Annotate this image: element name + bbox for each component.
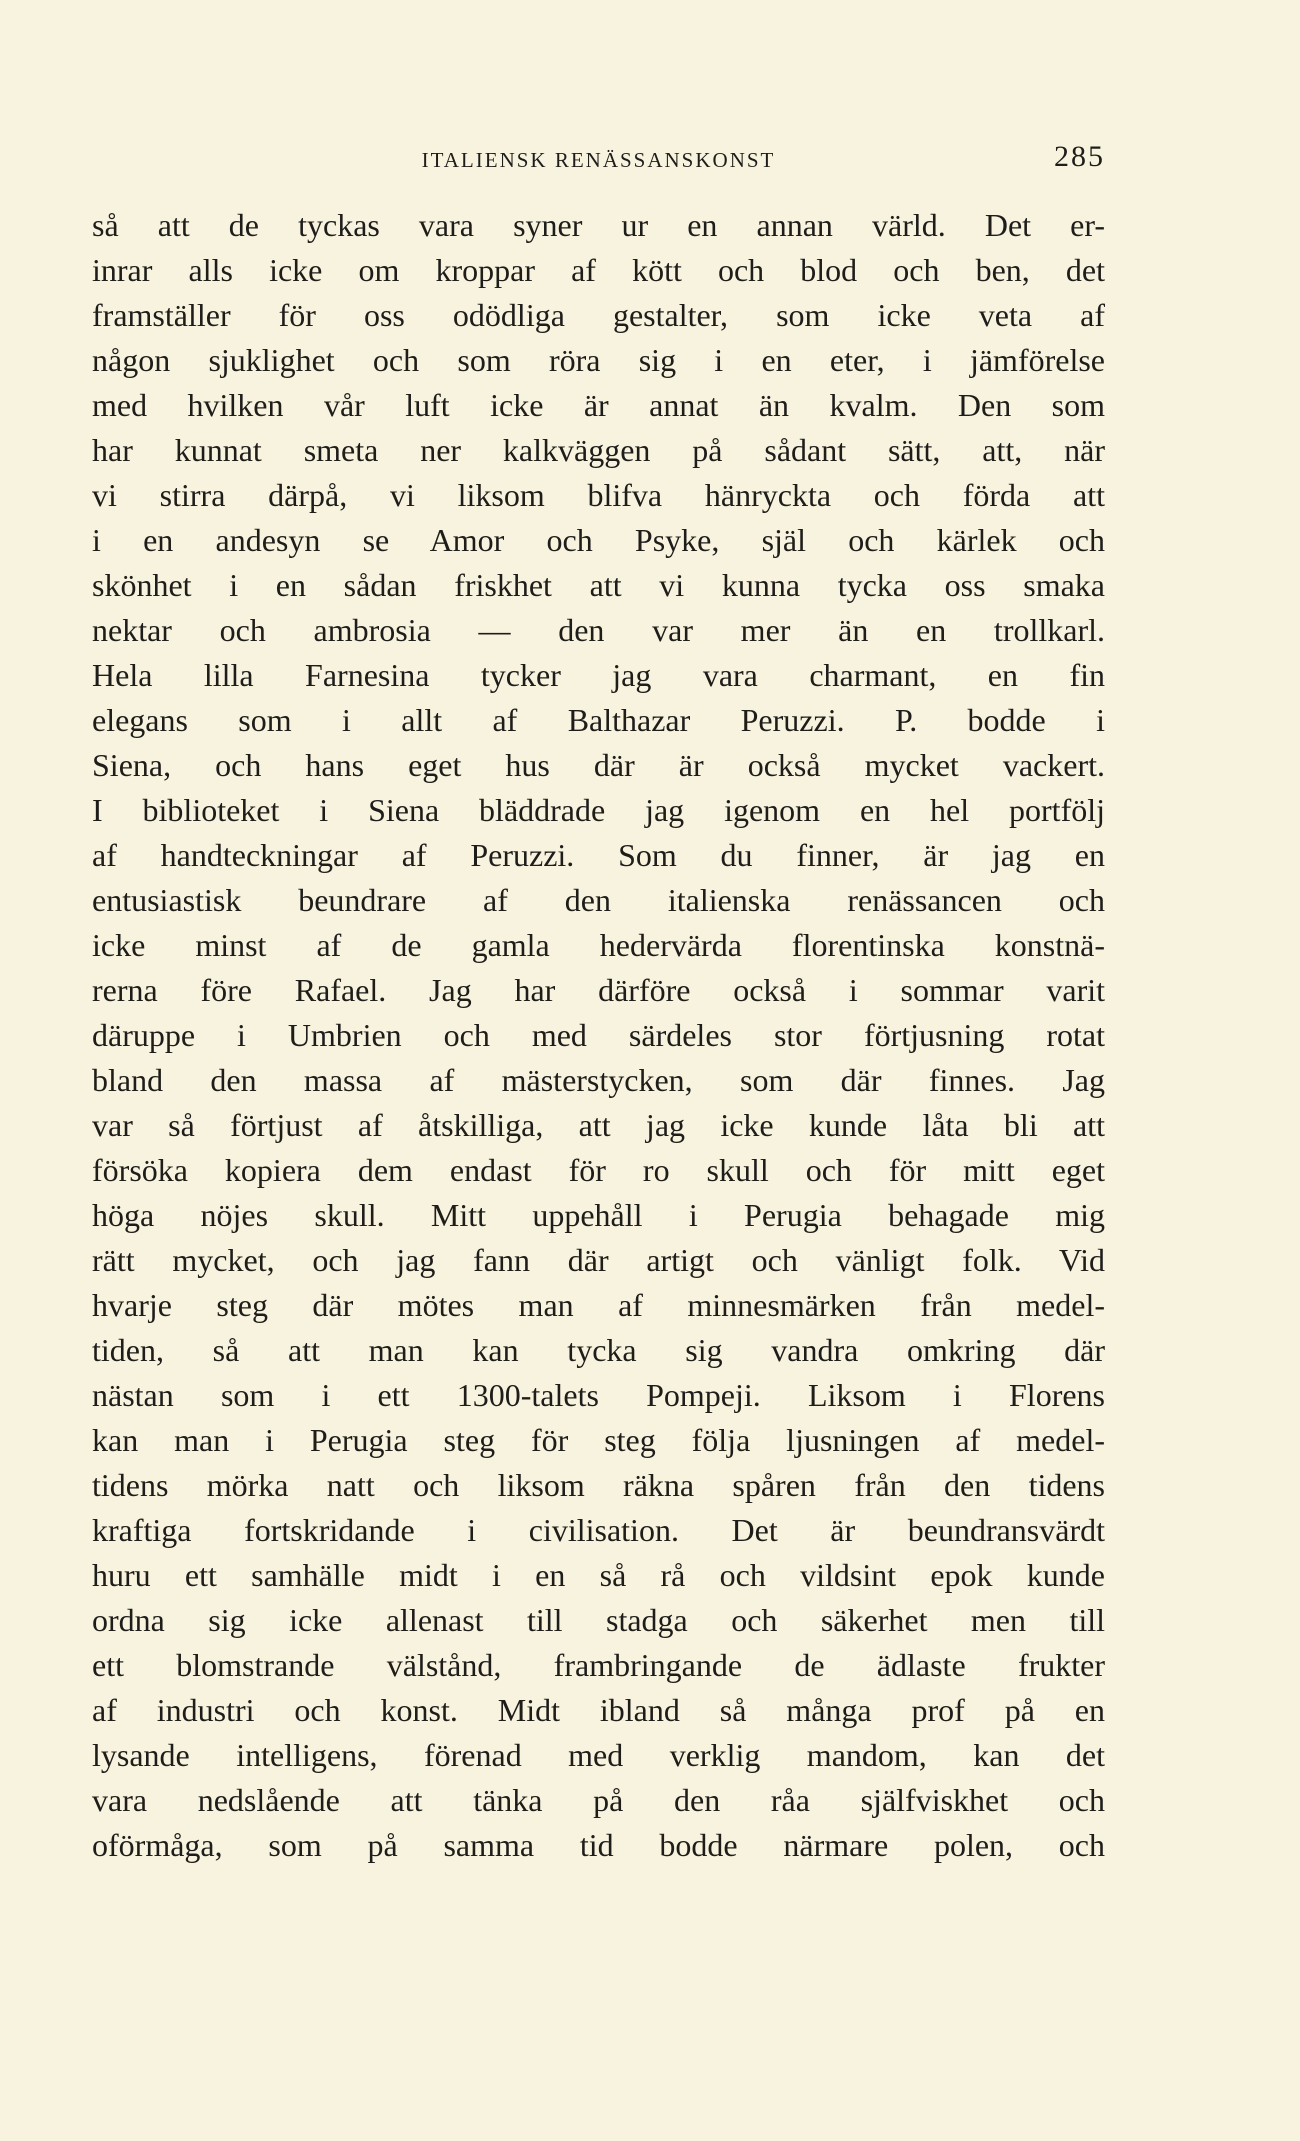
text-line: lysande intelligens, förenad med verklig mandom, kan det bbox=[92, 1737, 1105, 1773]
text-line: af handteckningar af Peruzzi. Som du finner, är jag en bbox=[92, 837, 1105, 873]
text-line: så att de tyckas vara syner ur en annan värld. Det er- bbox=[92, 207, 1105, 243]
text-line: rerna före Rafael. Jag har därföre också i sommar varit bbox=[92, 972, 1105, 1008]
text-line: däruppe i Umbrien och med särdeles stor förtjusning rotat bbox=[92, 1017, 1105, 1053]
text-line: entusiastisk beundrare af den italienska renässancen och bbox=[92, 882, 1105, 918]
text-line: icke minst af de gamla hedervärda florentinska konstnä- bbox=[92, 927, 1105, 963]
text-line: kan man i Perugia steg för steg följa ljusningen af medel- bbox=[92, 1422, 1105, 1458]
page-number: 285 bbox=[1054, 140, 1105, 173]
text-line: I biblioteket i Siena bläddrade jag igenom en hel portfölj bbox=[92, 792, 1105, 828]
text-line: med hvilken vår luft icke är annat än kvalm. Den som bbox=[92, 387, 1105, 423]
text-line: af industri och konst. Midt ibland så många prof på en bbox=[92, 1692, 1105, 1728]
text-line: huru ett samhälle midt i en så rå och vildsint epok kunde bbox=[92, 1557, 1105, 1593]
text-line: försöka kopiera dem endast för ro skull och för mitt eget bbox=[92, 1152, 1105, 1188]
text-line: höga nöjes skull. Mitt uppehåll i Perugia behagade mig bbox=[92, 1197, 1105, 1233]
running-title: ITALIENSK RENÄSSANSKONST bbox=[421, 148, 776, 172]
text-line: framställer för oss odödliga gestalter, som icke veta af bbox=[92, 297, 1105, 333]
text-line: oförmåga, som på samma tid bodde närmare polen, och bbox=[92, 1827, 1105, 1863]
text-line: vara nedslående att tänka på den råa själfviskhet och bbox=[92, 1782, 1105, 1818]
text-line: hvarje steg där mötes man af minnesmärken från medel- bbox=[92, 1287, 1105, 1323]
text-line: någon sjuklighet och som röra sig i en eter, i jämförelse bbox=[92, 342, 1105, 378]
text-line: ett blomstrande välstånd, frambringande de ädlaste frukter bbox=[92, 1647, 1105, 1683]
text-line: rätt mycket, och jag fann där artigt och vänligt folk. Vid bbox=[92, 1242, 1105, 1278]
text-line: inrar alls icke om kroppar af kött och blod och ben, det bbox=[92, 252, 1105, 288]
text-line: elegans som i allt af Balthazar Peruzzi. P. bodde i bbox=[92, 702, 1105, 738]
text-line: tiden, så att man kan tycka sig vandra omkring där bbox=[92, 1332, 1105, 1368]
text-line: skönhet i en sådan friskhet att vi kunna tycka oss smaka bbox=[92, 567, 1105, 603]
text-line: nektar och ambrosia — den var mer än en trollkarl. bbox=[92, 612, 1105, 648]
text-line: vi stirra därpå, vi liksom blifva hänryckta och förda att bbox=[92, 477, 1105, 513]
text-line: var så förtjust af åtskilliga, att jag icke kunde låta bli att bbox=[92, 1107, 1105, 1143]
text-line: i en andesyn se Amor och Psyke, själ och kärlek och bbox=[92, 522, 1105, 558]
text-line: tidens mörka natt och liksom räkna spåren från den tidens bbox=[92, 1467, 1105, 1503]
page-header bbox=[92, 140, 1105, 180]
text-line: ordna sig icke allenast till stadga och säkerhet men till bbox=[92, 1602, 1105, 1638]
text-line: Siena, och hans eget hus där är också mycket vackert. bbox=[92, 747, 1105, 783]
text-line: bland den massa af mästerstycken, som där finnes. Jag bbox=[92, 1062, 1105, 1098]
body-text bbox=[92, 203, 1105, 1868]
text-line: kraftiga fortskridande i civilisation. Det är beundransvärdt bbox=[92, 1512, 1105, 1548]
text-line: Hela lilla Farnesina tycker jag vara charmant, en fin bbox=[92, 657, 1105, 693]
text-line: nästan som i ett 1300-talets Pompeji. Liksom i Florens bbox=[92, 1377, 1105, 1413]
text-line: har kunnat smeta ner kalkväggen på sådant sätt, att, när bbox=[92, 432, 1105, 468]
